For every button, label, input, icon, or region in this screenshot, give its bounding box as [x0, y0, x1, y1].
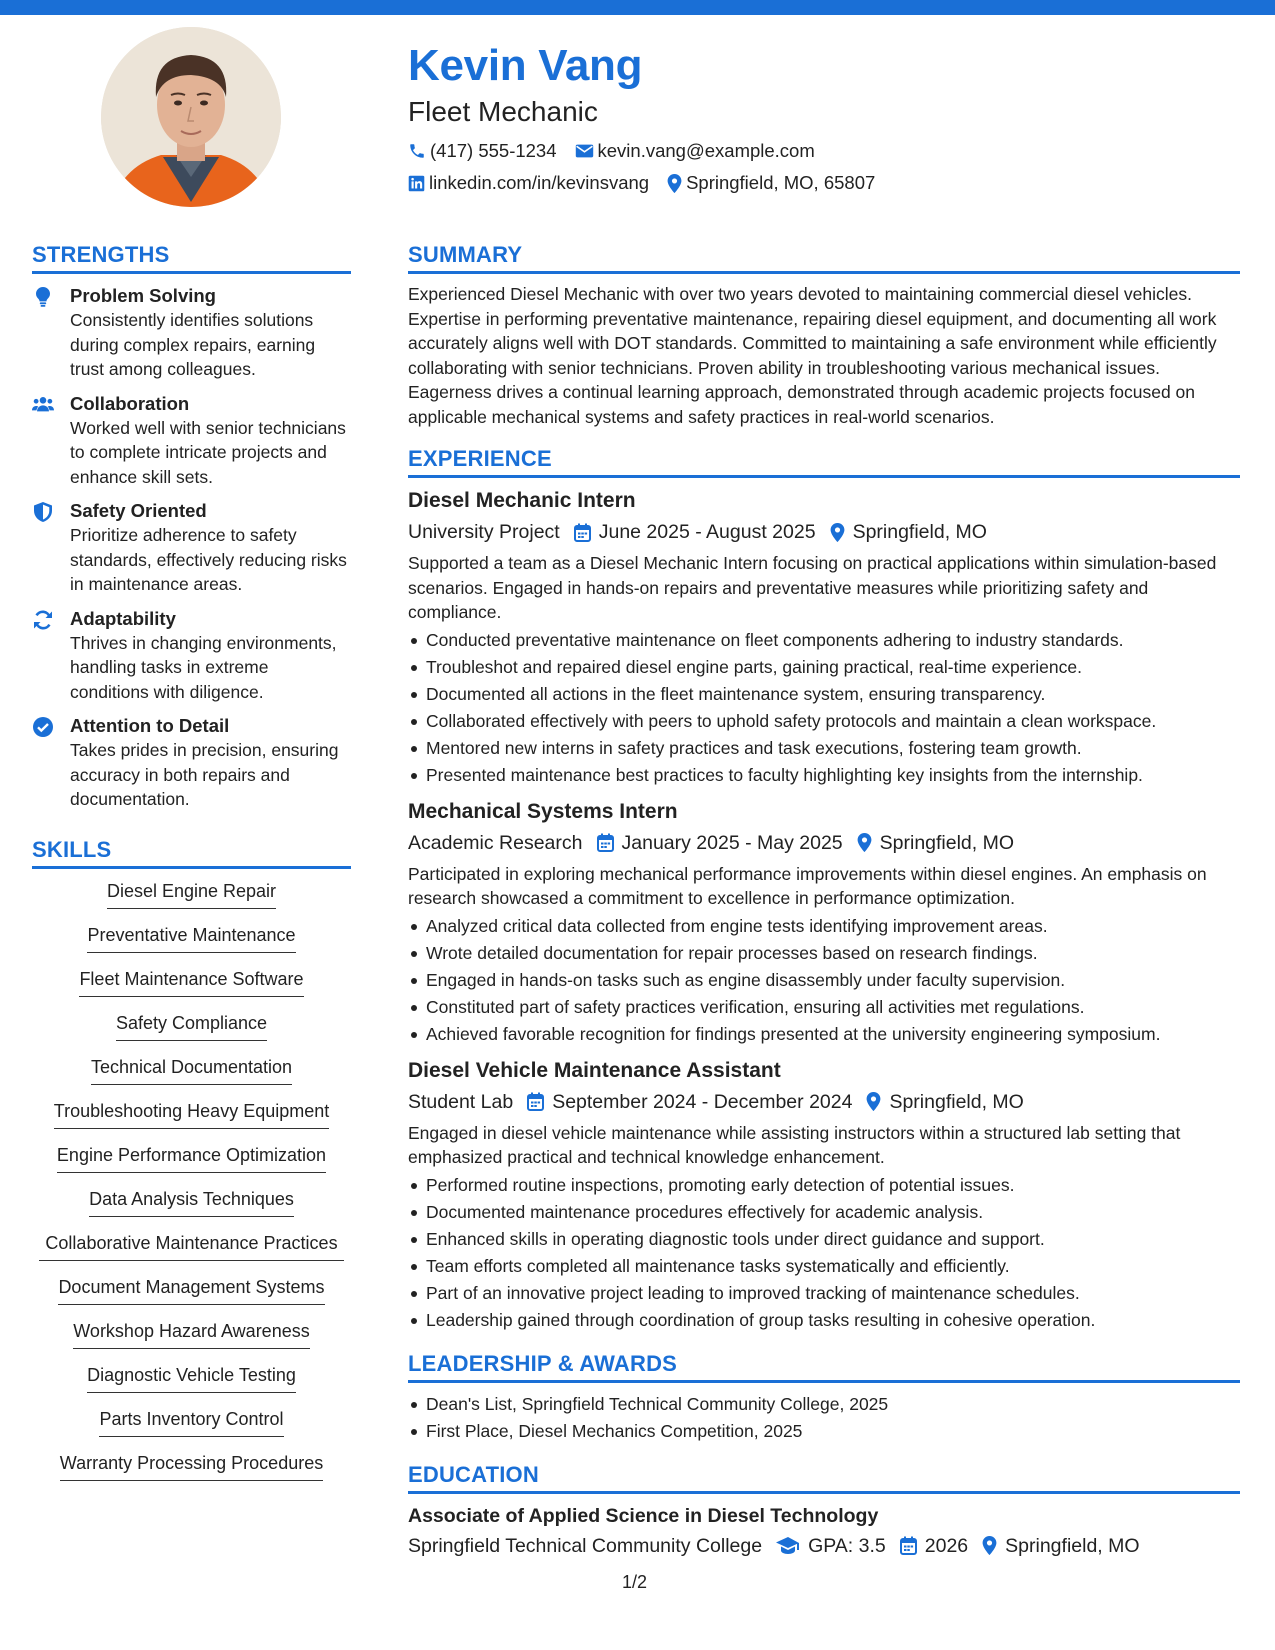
- job-title: Diesel Vehicle Maintenance Assistant: [408, 1058, 781, 1082]
- job-title: Mechanical Systems Intern: [408, 799, 678, 823]
- email-text: kevin.vang@example.com: [597, 140, 815, 161]
- job-location: Springfield, MO: [830, 517, 987, 547]
- skill-item: Fleet Maintenance Software: [79, 967, 303, 997]
- skill-item: Diagnostic Vehicle Testing: [87, 1363, 296, 1393]
- contact-row-1: [408, 138, 1248, 164]
- job-bullet: Conducted preventative maintenance on fleet components adhering to industry standards.: [408, 627, 1240, 654]
- job-location: Springfield, MO: [866, 1087, 1023, 1117]
- job-org: Student Lab: [408, 1090, 514, 1113]
- top-accent-bar: [0, 0, 1275, 15]
- strength-desc: Worked well with senior technicians to complete intricate projects and enhance skill sets.: [70, 417, 346, 487]
- map-pin-icon: [857, 833, 872, 852]
- strength-desc: Takes prides in precision, ensuring accuracy in both repairs and documentation.: [70, 740, 339, 809]
- map-pin-icon: [830, 523, 845, 542]
- skill-item: Diesel Engine Repair: [107, 879, 276, 909]
- check-circle-icon: [32, 717, 54, 812]
- sync-icon: [32, 610, 54, 705]
- job-meta: [408, 1087, 1240, 1117]
- job-bullets: [408, 627, 1240, 789]
- strength-title: Adaptability: [70, 607, 176, 629]
- job-bullet: Achieved favorable recognition for findings presented at the university engineering symposium.: [408, 1021, 1240, 1048]
- calendar-icon: [900, 1536, 917, 1555]
- strength-item: [32, 392, 351, 490]
- phone-text: (417) 555-1234: [430, 140, 557, 161]
- left-column: [32, 241, 351, 1495]
- job-description: Supported a team as a Diesel Mechanic Intern focusing on practical applications within simulation-based scenarios. Engaged in hands-on repairs and preventative measures while prioritizing safety and compliance.: [408, 553, 1217, 622]
- contact-linkedin[interactable]: [408, 172, 649, 194]
- strength-desc: Consistently identifies solutions during complex repairs, earning trust among colleagues.: [70, 310, 316, 379]
- skill-item: Engine Performance Optimization: [57, 1143, 326, 1173]
- strength-item: [32, 714, 351, 812]
- job-bullet: Enhanced skills in operating diagnostic tools under direct guidance and support.: [408, 1226, 1240, 1253]
- education-year: 2026: [900, 1531, 968, 1561]
- job-bullet: Leadership gained through coordination of group tasks resulting in cohesive operation.: [408, 1307, 1240, 1334]
- job-bullet: Documented maintenance procedures effectively for academic analysis.: [408, 1199, 1240, 1226]
- job-entry: [408, 797, 1240, 1048]
- awards-heading: LEADERSHIP & AWARDS: [408, 1350, 1240, 1383]
- job-location: Springfield, MO: [857, 828, 1014, 858]
- contact-row-2: [408, 170, 1248, 196]
- resume-header: [408, 40, 1248, 196]
- education-degree: Associate of Applied Science in Diesel Technology: [408, 1504, 879, 1527]
- candidate-title: Fleet Mechanic: [408, 96, 598, 127]
- strength-desc: Prioritize adherence to safety standards, effectively reducing risks in maintenance areas.: [70, 525, 347, 594]
- education-gpa: GPA: 3.5: [776, 1531, 886, 1561]
- candidate-name: Kevin Vang: [408, 41, 643, 90]
- job-bullet: Team efforts completed all maintenance tasks systematically and efficiently.: [408, 1253, 1240, 1280]
- skill-item: Safety Compliance: [116, 1011, 267, 1041]
- awards-list: [408, 1391, 1240, 1445]
- job-bullet: Part of an innovative project leading to improved tracking of maintenance schedules.: [408, 1280, 1240, 1307]
- job-org: University Project: [408, 521, 560, 543]
- job-bullets: [408, 913, 1240, 1048]
- strength-title: Safety Oriented: [70, 500, 207, 521]
- strength-title: Problem Solving: [70, 285, 216, 306]
- job-bullet: Performed routine inspections, promoting early detection of potential issues.: [408, 1172, 1240, 1199]
- job-bullet: Wrote detailed documentation for repair processes based on research findings.: [408, 940, 1240, 967]
- strength-item: [32, 607, 351, 705]
- linkedin-icon: [408, 175, 425, 192]
- job-bullet: Documented all actions in the fleet maintenance system, ensuring transparency.: [408, 681, 1240, 708]
- skill-item: Data Analysis Techniques: [89, 1187, 294, 1217]
- right-column: [408, 241, 1240, 1561]
- job-bullets: [408, 1172, 1240, 1334]
- linkedin-text: linkedin.com/in/kevinsvang: [429, 172, 650, 193]
- skills-heading: SKILLS: [32, 836, 351, 869]
- strength-item: [32, 499, 351, 597]
- summary-heading: SUMMARY: [408, 241, 1240, 274]
- job-bullet: Collaborated effectively with peers to uphold safety protocols and maintain a clean workspace.: [408, 708, 1240, 735]
- location-text: Springfield, MO, 65807: [686, 172, 876, 193]
- skill-item: Troubleshooting Heavy Equipment: [54, 1099, 330, 1129]
- skill-item: Workshop Hazard Awareness: [73, 1319, 309, 1349]
- job-bullet: Mentored new interns in safety practices and task executions, fostering team growth.: [408, 735, 1240, 762]
- job-entry: [408, 486, 1240, 789]
- job-description: Engaged in diesel vehicle maintenance while assisting instructors within a structured lab setting that emphasized practical and technical knowledge enhancement.: [408, 1122, 1181, 1167]
- education-meta: [408, 1531, 1240, 1561]
- contact-phone[interactable]: [408, 140, 557, 162]
- lightbulb-icon: [32, 287, 54, 382]
- job-bullet: Presented maintenance best practices to faculty highlighting key insights from the internship.: [408, 762, 1240, 789]
- award-item: First Place, Diesel Mechanics Competition, 2025: [408, 1418, 1240, 1445]
- contact-location: [667, 172, 875, 194]
- envelope-icon: [575, 143, 594, 159]
- skill-item: Document Management Systems: [58, 1275, 324, 1305]
- summary-text: Experienced Diesel Mechanic with over two years devoted to maintaining commercial diesel vehicles. Expertise in performing preventative maintenance, repairing diesel equipment, and documenting all work accurately aligns well with DOT standards. Committed to maintaining a safe environment while efficiently collaborating with senior technicians. Proven ability in troubleshooting various mechanical issues. Eagerness drives a continual learning approach, demonstrated through academic projects focused on applicable mechanical systems and safety practices in real-world scenarios.: [408, 284, 1217, 427]
- calendar-icon: [597, 833, 614, 852]
- education-school: Springfield Technical Community College: [408, 1534, 763, 1557]
- award-item: Dean's List, Springfield Technical Community College, 2025: [408, 1391, 1240, 1418]
- job-dates: September 2024 - December 2024: [527, 1087, 852, 1117]
- calendar-icon: [574, 523, 591, 542]
- users-icon: [32, 395, 54, 490]
- map-pin-icon: [667, 174, 682, 193]
- job-meta: [408, 828, 1240, 858]
- skills-list: [32, 879, 351, 1481]
- strength-desc: Thrives in changing environments, handling tasks in extreme conditions with diligence.: [70, 632, 337, 702]
- job-description: Participated in exploring mechanical performance improvements within diesel engines. An emphasis on research showcased a commitment to excellence in performance optimization.: [408, 863, 1207, 908]
- experience-heading: EXPERIENCE: [408, 445, 1240, 478]
- job-bullet: Analyzed critical data collected from engine tests identifying improvement areas.: [408, 913, 1240, 940]
- strength-title: Collaboration: [70, 392, 190, 414]
- job-meta: [408, 517, 1240, 547]
- job-bullet: Engaged in hands-on tasks such as engine disassembly under faculty supervision.: [408, 967, 1240, 994]
- skill-item: Preventative Maintenance: [87, 923, 295, 953]
- skill-item: Parts Inventory Control: [99, 1407, 283, 1437]
- education-heading: EDUCATION: [408, 1461, 1240, 1494]
- map-pin-icon: [866, 1092, 881, 1111]
- job-bullet: Troubleshot and repaired diesel engine parts, gaining practical, real-time experience.: [408, 654, 1240, 681]
- job-bullet: Constituted part of safety practices verification, ensuring all activities met regulations.: [408, 994, 1240, 1021]
- education-location: Springfield, MO: [982, 1531, 1139, 1561]
- job-org: Academic Research: [408, 831, 583, 854]
- page-number: 1/2: [622, 1572, 648, 1592]
- job-dates: June 2025 - August 2025: [574, 517, 816, 547]
- skill-item: Technical Documentation: [91, 1055, 292, 1085]
- shield-icon: [32, 502, 54, 597]
- map-pin-icon: [982, 1536, 997, 1555]
- calendar-icon: [527, 1092, 544, 1111]
- graduation-cap-icon: [776, 1537, 800, 1555]
- experience-list: [408, 486, 1240, 1334]
- strengths-heading: STRENGTHS: [32, 241, 351, 274]
- job-dates: January 2025 - May 2025: [597, 828, 843, 858]
- job-title: Diesel Mechanic Intern: [408, 489, 636, 512]
- phone-icon: [408, 142, 426, 160]
- skill-item: Collaborative Maintenance Practices: [39, 1231, 344, 1261]
- contact-email[interactable]: [575, 140, 815, 162]
- strength-title: Attention to Detail: [70, 715, 230, 736]
- skill-item: Warranty Processing Procedures: [60, 1451, 323, 1481]
- profile-photo: [101, 27, 281, 207]
- job-entry: [408, 1056, 1240, 1334]
- strength-item: [32, 284, 351, 382]
